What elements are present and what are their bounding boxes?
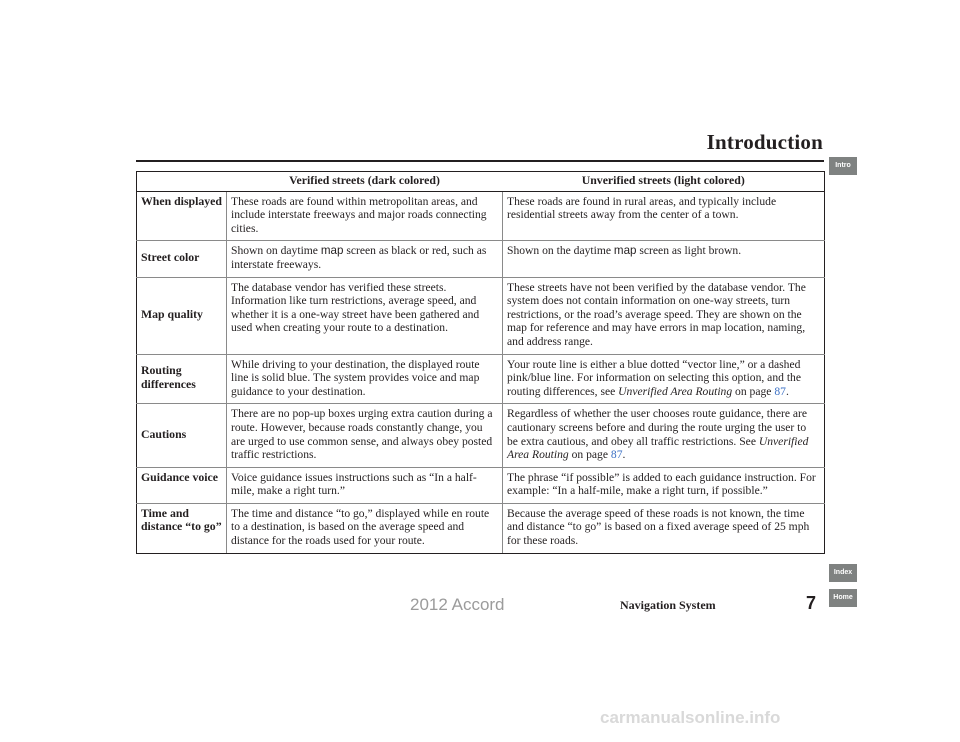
cell-text: Regardless of whether the user chooses route guidance, there are cautionary screens before and during the route urging the user to be extra cautious, and obey all traffic restrictions. See <box>507 407 808 448</box>
row-label-map-quality: Map quality <box>137 277 227 354</box>
page-link[interactable]: 87 <box>610 448 623 462</box>
cell-verified: These roads are found within metropolitan areas, and include interstate freeways and major roads connecting cities. <box>227 191 503 241</box>
cell-unverified: These streets have not been verified by the database vendor. The system does not contain information on one-way streets, turn restrictions, or the road’s average speed. They are shown on the map for reference and may have errors in map location, naming, and address range. <box>503 277 825 354</box>
row-label-time-distance: Time and distance “to go” <box>137 503 227 553</box>
cell-text: screen as black or red, such as interstate freeways. <box>231 244 487 271</box>
page-title: Introduction <box>706 130 823 154</box>
intro-tab[interactable]: Intro <box>829 157 857 175</box>
table-row <box>137 277 825 354</box>
table-row <box>137 241 825 277</box>
table-header-row <box>137 172 825 192</box>
cell-verified: While driving to your destination, the displayed route line is solid blue. The system provides voice and map guidance to your destination. <box>227 354 503 404</box>
footer-model-name: 2012 Accord <box>410 595 505 614</box>
cell-unverified <box>503 354 825 404</box>
cell-text: screen as light brown. <box>636 244 742 258</box>
cell-text: Shown on daytime <box>231 244 321 258</box>
cell-unverified: These roads are found in rural areas, and typically include residential streets away from the center of a town. <box>503 191 825 241</box>
home-tab[interactable]: Home <box>829 589 857 607</box>
cross-reference: Unverified Area Routing <box>507 434 809 462</box>
page-link[interactable]: 87 <box>774 384 786 398</box>
cell-unverified <box>503 241 825 277</box>
page-number: 7 <box>806 593 817 613</box>
index-tab[interactable]: Index <box>829 564 857 582</box>
cell-text: . <box>622 448 626 462</box>
table-row <box>137 354 825 404</box>
row-label-street-color: Street color <box>137 241 227 277</box>
cell-text: Shown on the daytime <box>507 244 614 258</box>
cell-unverified <box>503 404 825 467</box>
street-comparison-table <box>136 171 825 554</box>
cell-unverified: Because the average speed of these roads is not known, the time and distance “to go” is based on a fixed average speed of 25 mph for these roads. <box>503 503 825 553</box>
cell-verified: The database vendor has verified these streets. Information like turn restrictions, average speed, and whether it is a one-way street have been gathered and used when creating your route to a destination. <box>227 277 503 354</box>
table-row <box>137 191 825 241</box>
cell-text: Your route line is either a blue dotted “vector line,” or a dashed pink/blue line. For information on selecting this option, and the routing differences, see <box>507 357 801 398</box>
table-row <box>137 503 825 553</box>
title-divider <box>136 160 824 162</box>
header-empty-cell <box>137 172 227 192</box>
table-row <box>137 467 825 503</box>
footer-section-name: Navigation System <box>620 598 716 612</box>
cell-verified: Voice guidance issues instructions such as “In a half-mile, make a right turn.” <box>227 467 503 503</box>
map-button-label: map <box>320 244 344 258</box>
table-row <box>137 404 825 467</box>
header-verified: Verified streets (dark colored) <box>227 172 503 192</box>
map-button-label: map <box>613 244 637 258</box>
row-label-guidance-voice: Guidance voice <box>137 467 227 503</box>
watermark: carmanualsonline.info <box>600 708 781 727</box>
header-unverified: Unverified streets (light colored) <box>503 172 825 192</box>
cell-verified <box>227 241 503 277</box>
cell-verified: There are no pop-up boxes urging extra caution during a route. However, because roads constantly change, you are urged to use common sense, and always obey posted traffic restrictions. <box>227 404 503 467</box>
cell-text: on page <box>568 448 611 462</box>
row-label-cautions: Cautions <box>137 404 227 467</box>
row-label-when-displayed: When displayed <box>137 191 227 241</box>
row-label-routing-differences: Routing differences <box>137 354 227 404</box>
cell-verified: The time and distance “to go,” displayed while en route to a destination, is based on the average speed and distance for the roads used for your route. <box>227 503 503 553</box>
cell-text: . <box>785 384 789 398</box>
cell-unverified: The phrase “if possible” is added to each guidance instruction. For example: “In a half-mile, make a right turn, if possible.” <box>503 467 825 503</box>
cross-reference: Unverified Area Routing <box>618 384 733 398</box>
cell-text: on page <box>732 384 775 398</box>
